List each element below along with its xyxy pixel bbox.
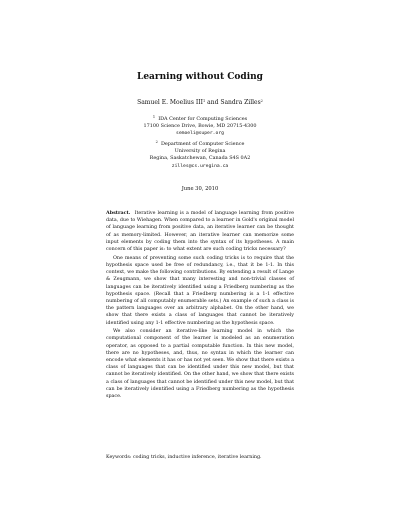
author-2-name: Sandra Zilles — [220, 99, 261, 106]
affiliation-1-address: 17100 Science Drive, Bowie, MD 20715-4300 — [143, 123, 257, 130]
keywords: Keywords: coding tricks, inductive inference, iterative learning. — [106, 455, 262, 460]
abstract-paragraph-1-text: Iterative learning is a model of language learning from positive data, due to Wiehagen. When compared to a learner in Gold's original model of language learning from positive data, an iterative learner can be thought of as memory-limited. However, an iterative learner can memorize some input elements by coding them into the syntax of its hypotheses. A main concern of this paper is: to what extent are such coding tricks necessary? — [106, 211, 294, 253]
affiliation-2-org: Department of Computer Science — [160, 141, 245, 147]
abstract-paragraph-2: One means of preventing some such coding tricks is to require that the hypothesis space used be free of redundancy, i.e., that it be 1-1. In this context, we make the following contributions. By extending a result of Lange & Zeugmann, we show that many interesting and non-trivial classes of languages can be iteratively identified using a Friedberg numbering as the hypothesis space. (Recall that a Friedberg numbering is a 1-1 effective numbering of all computably enumerable sets.) An example of such a class is the pattern languages over an arbitrary alphabet. On the other hand, we show that there exists a class of languages that cannot be iteratively identified using any 1-1 effective numbering as the hypothesis space. — [106, 255, 294, 326]
affiliation-1-mark: 1 — [152, 115, 156, 119]
abstract-heading: Abstract. — [106, 210, 131, 216]
author-connector: and — [205, 99, 221, 106]
affiliation-1-org: IDA Center for Computing Sciences — [158, 116, 248, 122]
affiliation-1-email: semoeli@super.org — [176, 131, 224, 137]
affiliation-2-address: Regina, Saskatchewan, Canada S4S 0A2 — [149, 155, 251, 162]
abstract — [106, 210, 294, 400]
affiliation-2-university: University of Regina — [174, 148, 226, 155]
paper-title: Learning without Coding — [137, 72, 263, 82]
paper-date: June 30, 2010 — [181, 186, 219, 192]
author-1-mark: 1 — [203, 99, 206, 103]
author-2-mark: 2 — [260, 99, 263, 103]
affiliation-2-mark: 2 — [155, 140, 158, 144]
author-line — [0, 99, 400, 106]
affiliation-2-email: zilles@cs.uregina.ca — [171, 163, 229, 169]
abstract-paragraph-3: We also consider an iterative-like learning model in which the computational component of the learner is modeled as an enumeration operator, as opposed to a partial computable function. In this new model, there are no hypotheses, and, thus, no syntax in which the learner can encode what elements it has or has not yet seen. We show that there exists a class of languages that can be identified under this new model, but that cannot be iteratively identified. On the other hand, we show that there exists a class of languages that cannot be identified under this new model, but that can be iteratively identified using a Friedberg numbering as the hypothesis space. — [106, 329, 294, 400]
affiliation-2 — [0, 141, 400, 170]
author-1-name: Samuel E. Moelius III — [137, 99, 204, 106]
abstract-paragraph-1 — [106, 210, 294, 253]
affiliation-1 — [0, 116, 400, 138]
